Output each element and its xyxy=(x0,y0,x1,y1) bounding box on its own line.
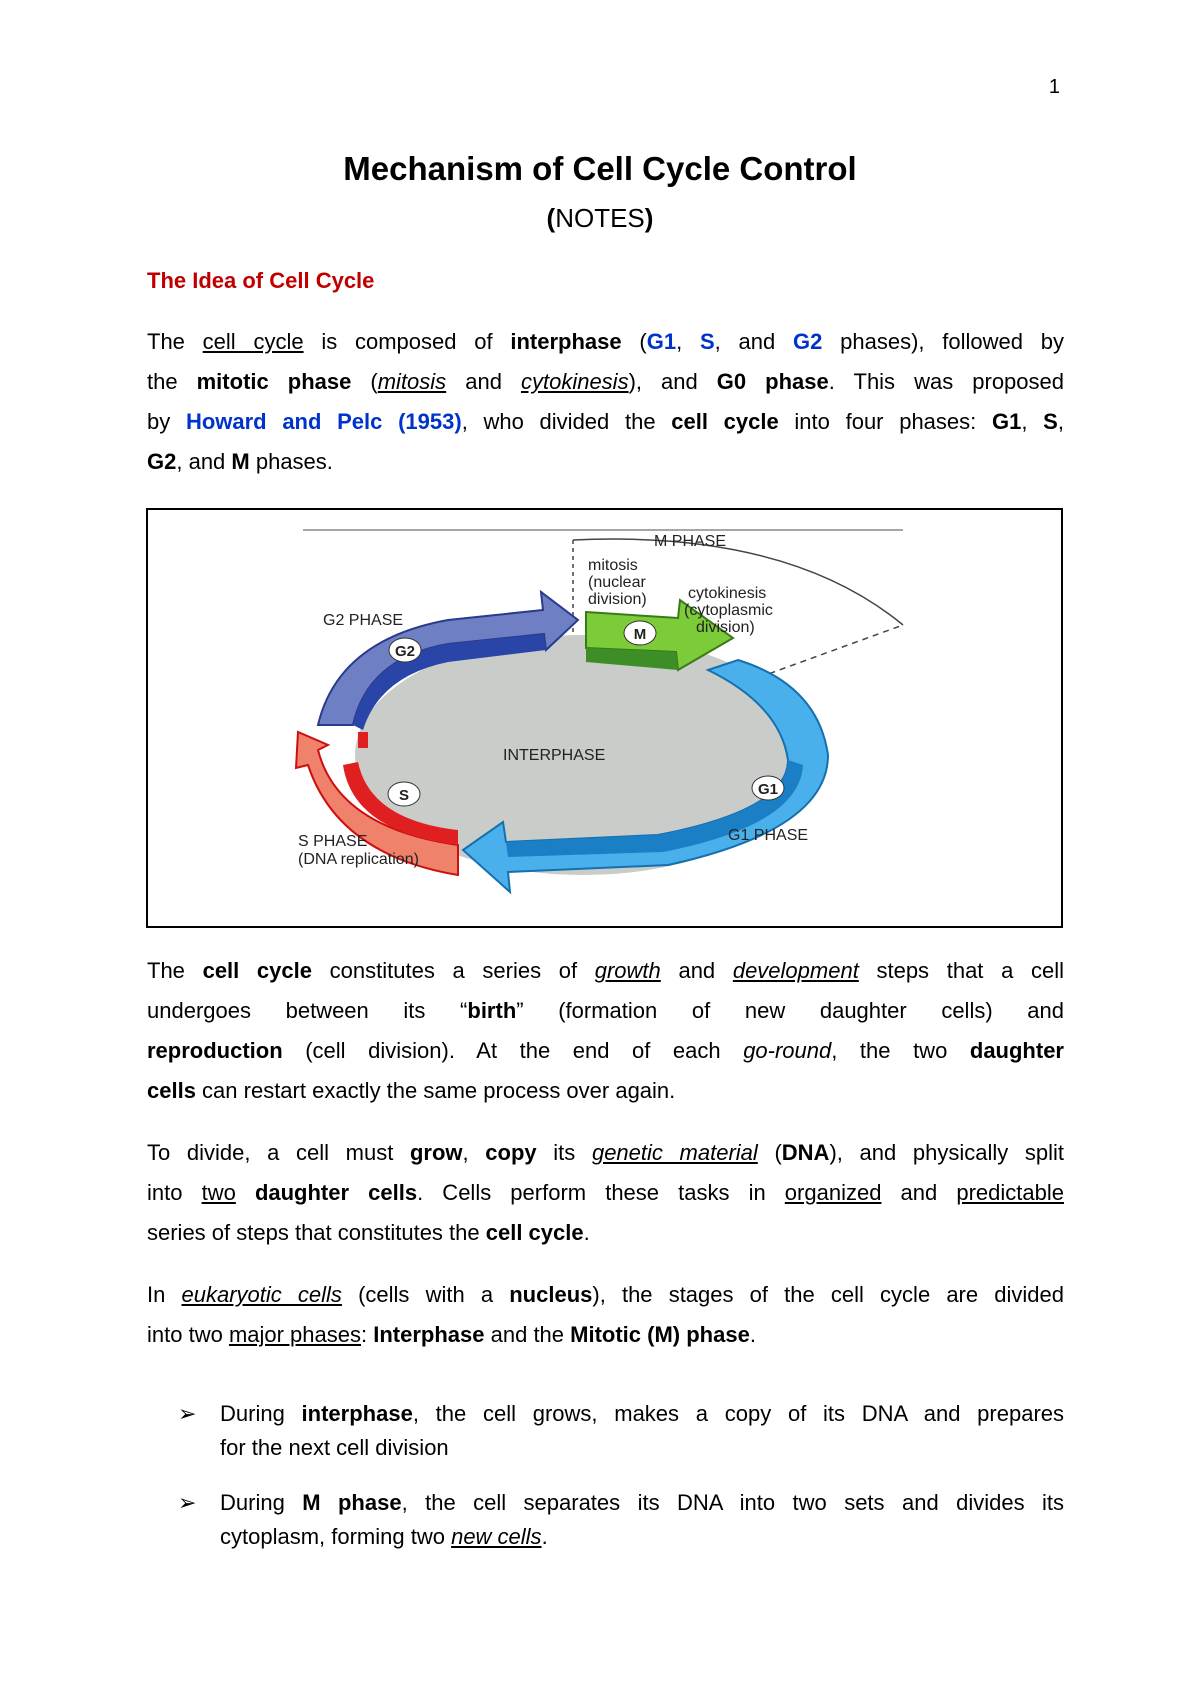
section-heading: The Idea of Cell Cycle xyxy=(147,268,375,293)
s-badge: S xyxy=(398,787,410,804)
bullet-text xyxy=(220,1486,1064,1554)
g2-badge: G2 xyxy=(394,643,416,660)
text-line: To divide, a cell must grow, copy its genetic material (DNA), and physically split xyxy=(147,1140,1064,1165)
cell-cycle-diagram xyxy=(148,510,1061,926)
text-line: undergoes between its “birth” (formation of new daughter cells) and xyxy=(147,998,1064,1023)
text-line: by Howard and Pelc (1953), who divided the cell cycle into four phases: G1, S, xyxy=(147,409,1064,434)
mitosis-label: (nuclear xyxy=(588,574,646,591)
paragraph-cell-division xyxy=(147,1133,1064,1253)
page-subtitle xyxy=(0,203,1200,234)
text-line: The cell cycle is composed of interphase (G1, S, and G2 phases), followed by xyxy=(147,329,1064,354)
text-line: The cell cycle constitutes a series of growth and development steps that a cell xyxy=(147,958,1064,983)
text-line: the mitotic phase (mitosis and cytokinesis), and G0 phase. This was proposed xyxy=(147,369,1064,394)
text-line: into two daughter cells. Cells perform these tasks in organized and predictable xyxy=(147,1180,1064,1205)
page-number: 1 xyxy=(1048,76,1060,98)
text-line: During interphase, the cell grows, makes a copy of its DNA and prepares xyxy=(220,1401,1065,1426)
s-arrow-tip xyxy=(358,732,368,748)
text-line: G2, and M phases. xyxy=(147,449,333,474)
s-phase-label: S PHASE xyxy=(298,833,368,850)
text-line: In eukaryotic cells (cells with a nucleus), the stages of the cell cycle are divided xyxy=(147,1282,1064,1307)
s-phase-label: (DNA replication) xyxy=(298,851,419,868)
m-phase-label: M PHASE xyxy=(654,533,727,550)
bullet-arrow-icon: ➢ xyxy=(178,1490,197,1515)
m-badge: M xyxy=(633,626,647,643)
paragraph-intro xyxy=(147,322,1064,482)
interphase-label: INTERPHASE xyxy=(503,747,606,764)
text-line: series of steps that constitutes the cell cycle. xyxy=(147,1220,590,1245)
mitosis-label: division) xyxy=(588,591,647,608)
text-line: During M phase, the cell separates its DNA into two sets and divides its xyxy=(220,1490,1064,1515)
cytokinesis-label: cytokinesis xyxy=(688,585,767,602)
text-line: cytoplasm, forming two new cells. xyxy=(220,1524,548,1549)
cytokinesis-label: (cytoplasmic xyxy=(684,602,773,619)
subtitle-open: ( xyxy=(546,203,556,233)
text-line: into two major phases: Interphase and the Mitotic (M) phase. xyxy=(147,1322,756,1347)
g1-badge: G1 xyxy=(757,781,779,798)
cytokinesis-label: division) xyxy=(696,619,755,636)
text-line: for the next cell division xyxy=(220,1435,449,1460)
subtitle-text: NOTES xyxy=(555,203,645,233)
bullet-arrow-icon: ➢ xyxy=(178,1401,197,1426)
page-title: Mechanism of Cell Cycle Control xyxy=(343,150,857,187)
bullet-text xyxy=(220,1397,1064,1465)
text-line: reproduction (cell division). At the end of each go-round, the two daughter xyxy=(147,1038,1064,1063)
paragraph-eukaryotic xyxy=(147,1275,1064,1355)
g1-phase-label: G1 PHASE xyxy=(728,827,809,844)
text-line: cells can restart exactly the same process over again. xyxy=(147,1078,676,1103)
cell-cycle-figure xyxy=(146,508,1063,928)
paragraph-cell-cycle-definition xyxy=(147,951,1064,1111)
subtitle-close: ) xyxy=(644,203,654,233)
mitosis-label: mitosis xyxy=(588,557,638,574)
g2-phase-label: G2 PHASE xyxy=(323,612,404,629)
